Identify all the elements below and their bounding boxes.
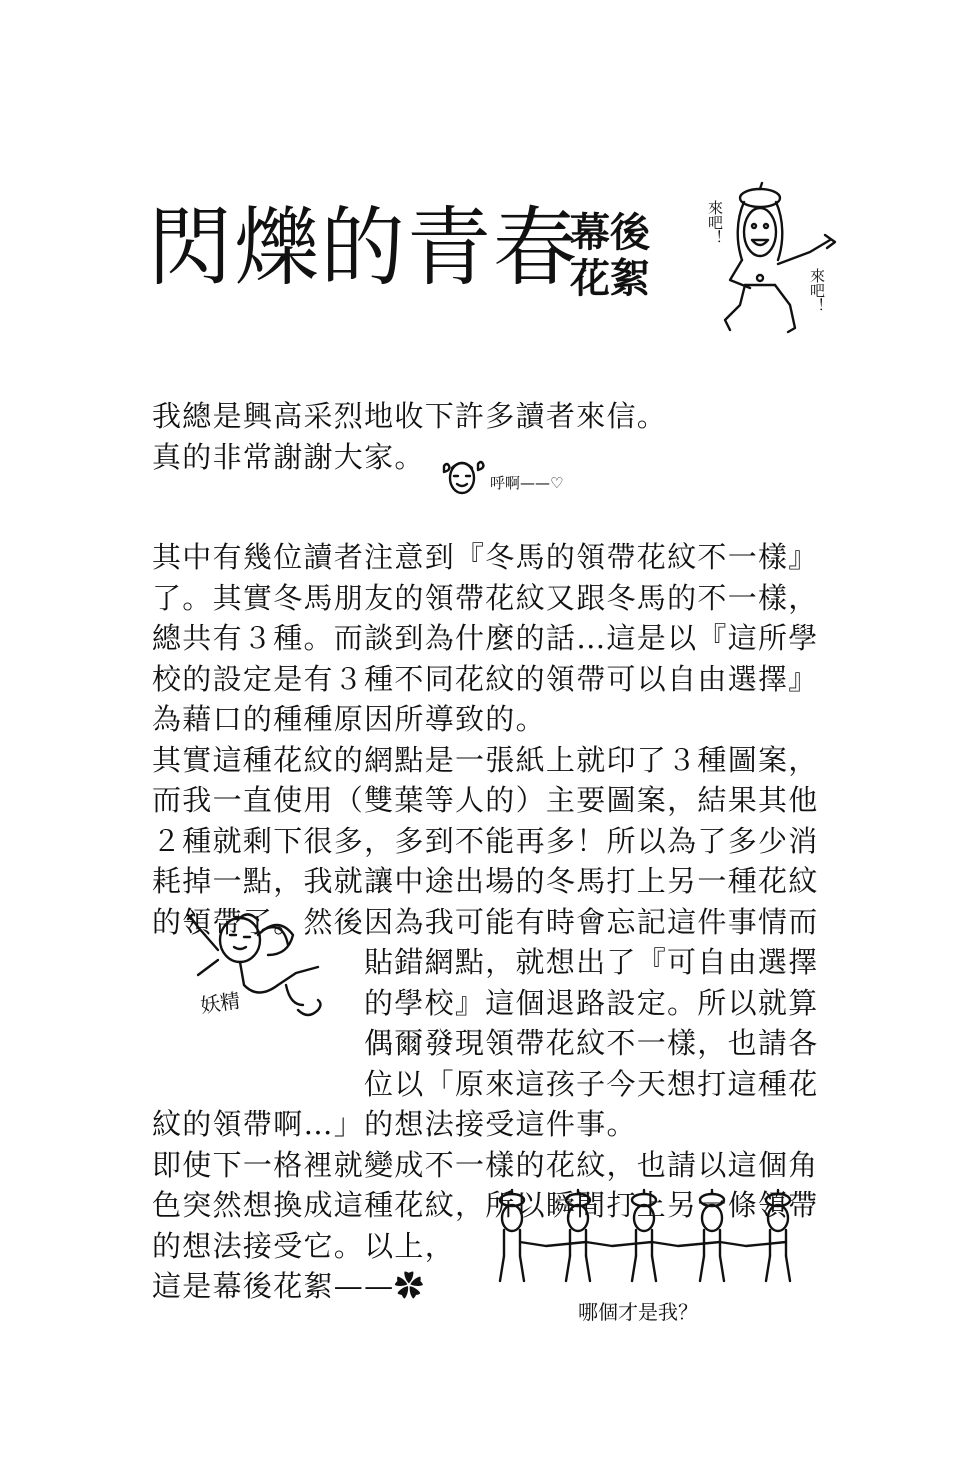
body-line: 這是幕後花絮——✿	[152, 1269, 425, 1303]
five-characters-illustration	[488, 1186, 828, 1296]
body-line: 耗掉一點，我就讓中途出場的冬馬打上另一種花紋	[152, 864, 819, 898]
come-on-right: 來吧！	[808, 268, 826, 313]
body-line: 貼錯網點，就想出了『可自由選擇	[364, 945, 819, 979]
body-line: 其中有幾位讀者注意到『冬馬的領帶花紋不一樣』	[152, 540, 819, 574]
body-line: ２種就剩下很多，多到不能再多！所以為了多少消	[152, 823, 819, 858]
body-line: 即使下一格裡就變成不一樣的花紋，也請以這個角	[152, 1147, 819, 1182]
body-line: 總共有３種。而談到為什麼的話…這是以『這所學	[152, 621, 819, 655]
body-line: 紋的領帶啊…」的想法接受這件事。	[152, 1107, 637, 1141]
doodle-greeting	[440, 460, 580, 500]
body-line: 偶爾發現領帶花紋不一樣，也請各	[364, 1026, 819, 1060]
intro-paragraph	[152, 396, 667, 477]
body-line: 的領帶了。然後因為我可能有時會忘記這件事情而	[152, 904, 819, 939]
greeting-text: 呼啊——♡	[490, 474, 564, 492]
subtitle-line-1: 幕後	[570, 210, 650, 256]
body-line: 色突然想換成這種花紋，所以瞬間打上另一條領帶	[152, 1188, 819, 1222]
doodle-group	[488, 1186, 828, 1326]
body-line: 而我一直使用（雙葉等人的）主要圖案，結果其他	[152, 783, 819, 817]
doodle-fairy	[178, 905, 348, 1030]
intro-line-2: 真的非常謝謝大家。	[152, 439, 425, 474]
doodle-come-on	[700, 180, 850, 340]
smiling-face-icon	[440, 460, 490, 500]
body-line: 的學校』這個退路設定。所以就算	[364, 985, 819, 1020]
subtitle-line-2: 花絮	[570, 256, 650, 302]
body-line: 了。其實冬馬朋友的領帶花紋又跟冬馬的不一樣，	[152, 580, 819, 615]
fairy-label: 妖精	[198, 988, 242, 1018]
page-subtitle	[570, 210, 650, 302]
come-on-left: 來吧！	[706, 200, 724, 245]
body-line: 為藉口的種種原因所導致的。	[152, 702, 546, 736]
intro-line-1: 我總是興高采烈地收下許多讀者來信。	[152, 399, 668, 433]
body-line: 校的設定是有３種不同花紋的領帶可以自由選擇』	[152, 661, 819, 696]
body-line: 的想法接受它。以上，	[152, 1228, 456, 1263]
body-line: 其實這種花紋的網點是一張紙上就印了３種圖案，	[152, 742, 819, 777]
page-title: 閃爍的青春	[148, 198, 580, 298]
group-caption: 哪個才是我？	[578, 1300, 698, 1324]
body-line: 位以「原來這孩子今天想打這種花	[364, 1066, 819, 1101]
